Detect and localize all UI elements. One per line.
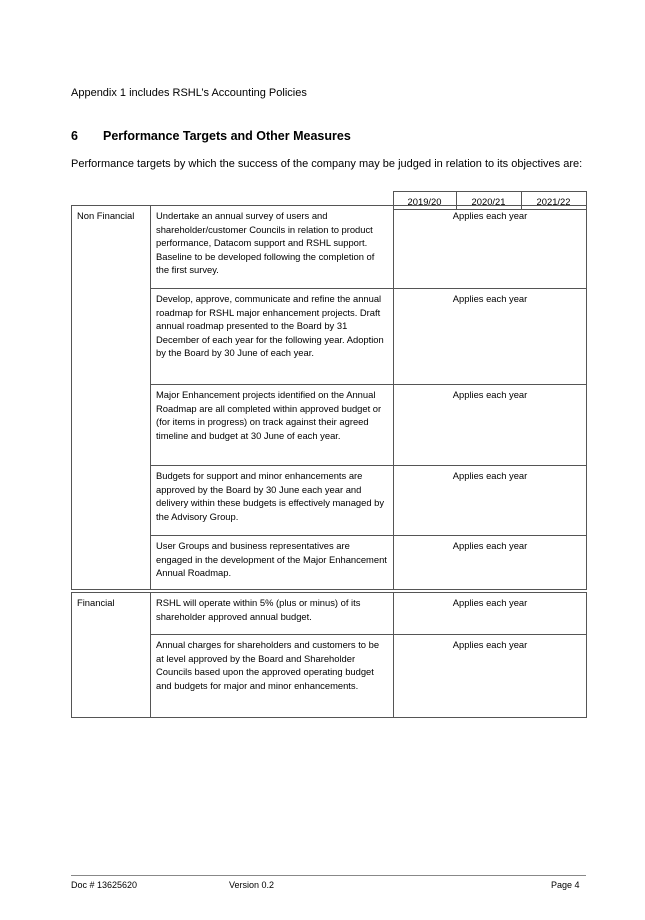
- measure-cell: Major Enhancement projects identified on the Annual Roadmap are all completed within approved budget or (for items in progress) on track against their agreed timeline and budget at 30 June of each year.: [151, 385, 394, 466]
- footer-version: Version 0.2: [229, 880, 275, 890]
- section-number: 6: [71, 129, 78, 143]
- measure-cell: RSHL will operate within 5% (plus or minus) of its shareholder approved annual budget.: [151, 593, 394, 635]
- measure-cell: Develop, approve, communicate and refine the annual roadmap for RSHL major enhancement projects. Draft annual roadmap presented to the Board by 31 December of each year for the following year. Adoption by the Board by 30 June of each year.: [151, 289, 394, 385]
- target-cell: Applies each year: [394, 593, 587, 635]
- target-cell: Applies each year: [394, 536, 587, 590]
- footer-divider: [71, 875, 586, 876]
- target-cell: Applies each year: [394, 289, 587, 385]
- section-title: Performance Targets and Other Measures: [103, 129, 351, 143]
- category-financial: Financial: [72, 593, 151, 718]
- measure-cell: User Groups and business representatives are engaged in the development of the Major Enhancement Annual Roadmap.: [151, 536, 394, 590]
- year-header-2019-20: 2019/20: [393, 192, 456, 210]
- target-cell: Applies each year: [394, 385, 587, 466]
- financial-table: [71, 592, 587, 718]
- footer-page-number: Page 4: [551, 880, 580, 890]
- measure-cell: Undertake an annual survey of users and shareholder/customer Councils in relation to product performance, Datacom support and RSHL support. Baseline to be developed following the completion of the first survey.: [151, 206, 394, 289]
- intro-text: Appendix 1 includes RSHL’s Accounting Policies: [71, 87, 307, 99]
- section-description: Performance targets by which the success of the company may be judged in relation to its objectives are:: [71, 158, 583, 170]
- footer-doc-number: Doc # 13625620: [71, 880, 138, 890]
- target-cell: Applies each year: [394, 635, 587, 718]
- year-header-2021-22: 2021/22: [521, 192, 586, 210]
- category-non-financial: Non Financial: [72, 206, 151, 590]
- measure-cell: Annual charges for shareholders and customers to be at level approved by the Board and Shareholder Councils based upon the approved operating budget and budgets for major and minor enhancements.: [151, 635, 394, 718]
- target-cell: Applies each year: [394, 206, 587, 289]
- non-financial-table: [71, 205, 587, 590]
- measure-cell: Budgets for support and minor enhancements are approved by the Board by 30 June each year and delivery within these budgets is effectively managed by the Advisory Group.: [151, 466, 394, 536]
- year-header-2020-21: 2020/21: [456, 192, 521, 210]
- target-cell: Applies each year: [394, 466, 587, 536]
